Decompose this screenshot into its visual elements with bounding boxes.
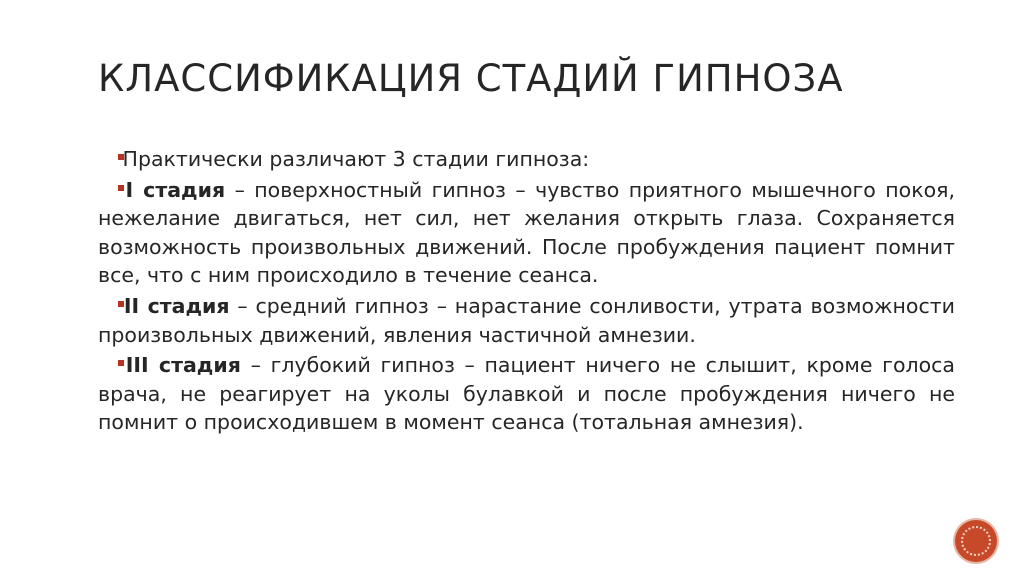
bullet-item-stage-1 [98,176,955,290]
bullet-item-intro [98,145,955,174]
bullet-text: Практически различают 3 стадии гипноза: [122,147,590,171]
bullet-list [98,145,955,439]
stage-term: II стадия [123,293,230,318]
logo-ring [961,526,991,556]
bullet-text: – поверхностный гипноз – чувство приятного мышечного покоя, нежелание двигаться, нет сил, нет желания открыть глаза. Сохраняется возможность произвольных движений. После пробуждения пациент помнит все, что с ним происходило в течение сеанса. [98,177,955,288]
bullet-text: – глубокий гипноз – пациент ничего не слышит, кроме голоса врача, не реагирует на уколы булавкой и после пробуждения ничего не помнит о происходившем в момент сеанса (тотальная амнезия). [98,353,955,435]
stage-term: I стадия [125,177,226,202]
slide-title: КЛАССИФИКАЦИЯ СТАДИЙ ГИПНОЗА [98,57,844,100]
bullet-text: – средний гипноз – нарастание сонливости, утрата возможности произвольных движений, явления частичной амнезии. [98,293,955,347]
stage-term: III стадия [125,353,241,378]
bullet-item-stage-3 [98,351,955,437]
presentation-theme-logo-icon [955,520,997,562]
bullet-item-stage-2 [98,292,955,349]
